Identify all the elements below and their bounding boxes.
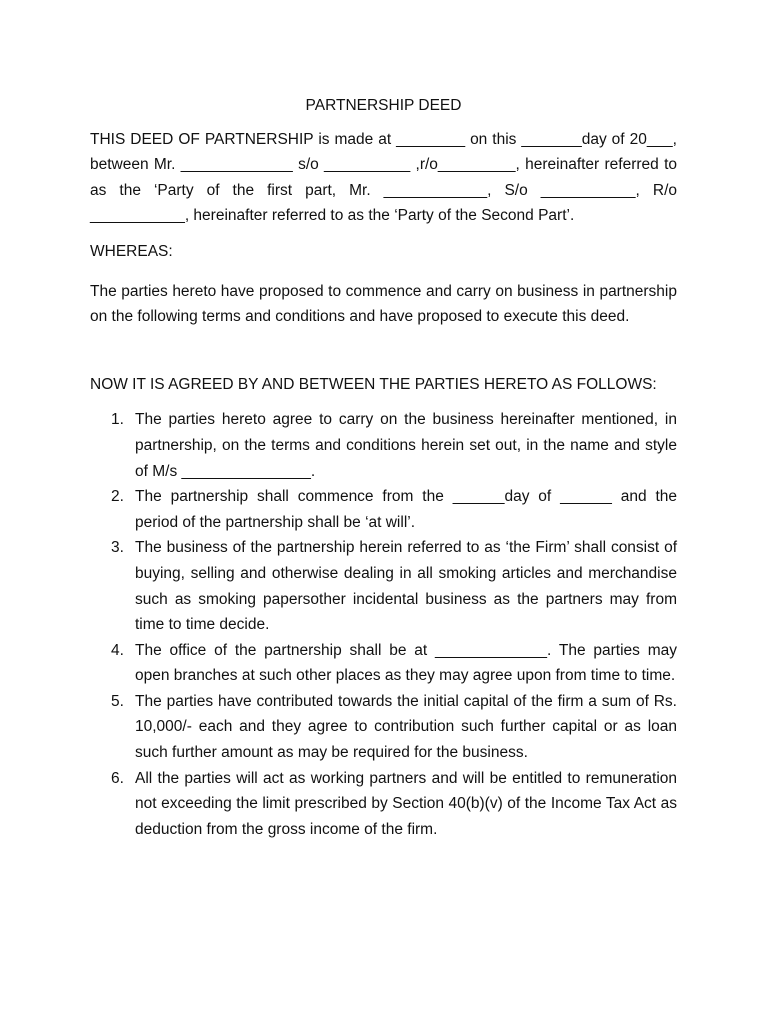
clause-text: The parties hereto agree to carry on the business hereinafter mentioned, in partnership, on the terms and conditions herein set out, in the name and style of M/s _______________. [135,411,677,480]
clause-item [90,638,677,689]
clause-number: 6. [111,769,124,787]
clause-text: The business of the partnership herein referred to as ‘the Firm’ shall consist of buying, selling and otherwise dealing in all smoking articles and merchandise such as smoking papersother incidental business as the partners may from time to time decide. [135,539,677,634]
clause-item [90,484,677,535]
document-page [90,93,677,842]
clause-number: 5. [111,692,124,710]
clause-text: The partnership shall commence from the ______day of ______ and the period of the partnership shall be ‘at will’. [135,488,677,531]
clause-item [90,766,677,843]
clause-list [90,407,677,842]
clause-number: 1. [111,411,124,429]
clause-text: The office of the partnership shall be at _____________. The parties may open branches at such other places as they may agree upon from time to time. [135,641,677,685]
agreement-heading: NOW IT IS AGREED BY AND BETWEEN THE PARTIES HERETO AS FOLLOWS: [90,375,657,393]
recital-paragraph: The parties hereto have proposed to commence and carry on business in partnership on the following terms and conditions and have proposed to execute this deed. [90,282,677,326]
clause-item [90,535,677,637]
intro-paragraph: THIS DEED OF PARTNERSHIP is made at ________ on this _______day of 20___, between Mr. _____________ s/o __________ ,r/o_________, hereinafter referred to as the ‘Party of the first part, Mr. ____________, S/o ___________, R/o ___________, hereinafter referred to as the ‘Party of the Second Part’. [90,130,677,225]
clause-number: 3. [111,539,124,557]
clause-text: All the parties will act as working partners and will be entitled to remuneration not exceeding the limit prescribed by Section 40(b)(v) of the Income Tax Act as deduction from the gross income of the firm. [135,769,677,838]
clause-number: 2. [111,488,124,506]
clause-number: 4. [111,641,124,659]
document-title: PARTNERSHIP DEED [305,97,462,114]
clause-item [90,689,677,766]
clause-text: The parties have contributed towards the initial capital of the firm a sum of Rs. 10,000/- each and they agree to contribution such further capital or as loan such further amount as may be required for the business. [135,692,677,762]
clause-item [90,407,677,484]
whereas-heading: WHEREAS: [90,242,173,260]
